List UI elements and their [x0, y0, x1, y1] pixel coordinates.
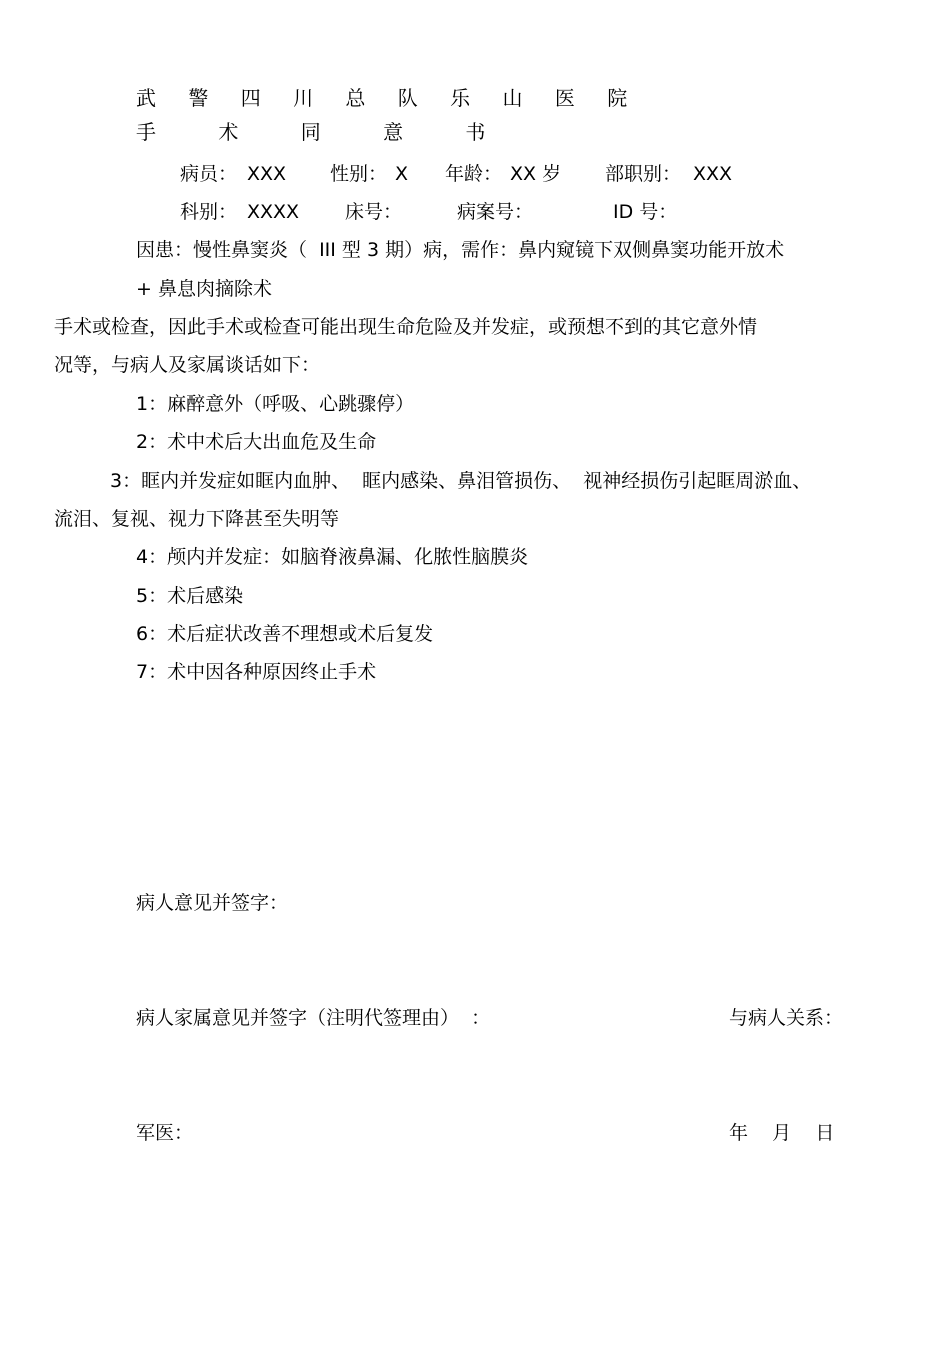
patient-unit-value: XXX — [693, 163, 733, 185]
form-title: 手 术 同 意 书 — [136, 120, 514, 144]
risk-item: 4：颅内并发症：如脑脊液鼻漏、化脓性脑膜炎 — [136, 546, 529, 568]
risk-item-continued: 流泪、复视、视力下降甚至失明等 — [54, 508, 340, 530]
record-label: 病案号： — [457, 201, 534, 223]
risk-item: 5：术后感染 — [136, 585, 244, 607]
family-signature-label: 病人家属意见并签字（注明代签理由） ： — [136, 1007, 491, 1029]
patient-unit-label: 部职别： — [605, 163, 682, 185]
dept-value: XXXX — [247, 201, 300, 223]
diagnosis-line-2: + 鼻息肉摘除术 — [136, 278, 272, 300]
dept-label: 科别： — [180, 201, 238, 223]
patient-age-value: XX 岁 — [510, 163, 562, 185]
intro-line-2: 况等，与病人及家属谈话如下： — [54, 354, 321, 376]
risk-item: 3：眶内并发症如眶内血肿、 眶内感染、鼻泪管损伤、 视神经损伤引起眶周淤血、 — [110, 470, 812, 492]
intro-line-1: 手术或检查，因此手术或检查可能出现生命危险及并发症，或预想不到的其它意外情 — [54, 316, 758, 338]
diagnosis-line-1: 因患：慢性鼻窦炎（ III 型 3 期）病，需作：鼻内窥镜下双侧鼻窦功能开放术 — [136, 239, 785, 261]
bed-label: 床号： — [345, 201, 403, 223]
patient-age-label: 年龄： — [445, 163, 503, 185]
risk-item: 1：麻醉意外（呼吸、心跳骤停） — [136, 393, 415, 415]
patient-name-value: XXX — [247, 163, 287, 185]
risk-item: 2：术中术后大出血危及生命 — [136, 431, 377, 453]
patient-name-label: 病员： — [180, 163, 238, 185]
hospital-name: 武 警 四 川 总 队 乐 山 医 院 — [136, 86, 641, 110]
id-label: ID 号： — [613, 201, 678, 223]
risk-item: 6：术后症状改善不理想或术后复发 — [136, 623, 434, 645]
date-label: 年 月 日 — [729, 1122, 835, 1144]
risk-item: 7：术中因各种原因终止手术 — [136, 661, 377, 683]
relation-label: 与病人关系： — [729, 1007, 844, 1029]
patient-sex-label: 性别： — [330, 163, 388, 185]
patient-sex-value: X — [395, 163, 409, 185]
patient-signature-label: 病人意见并签字： — [136, 892, 289, 914]
doctor-signature-label: 军医： — [136, 1122, 194, 1144]
